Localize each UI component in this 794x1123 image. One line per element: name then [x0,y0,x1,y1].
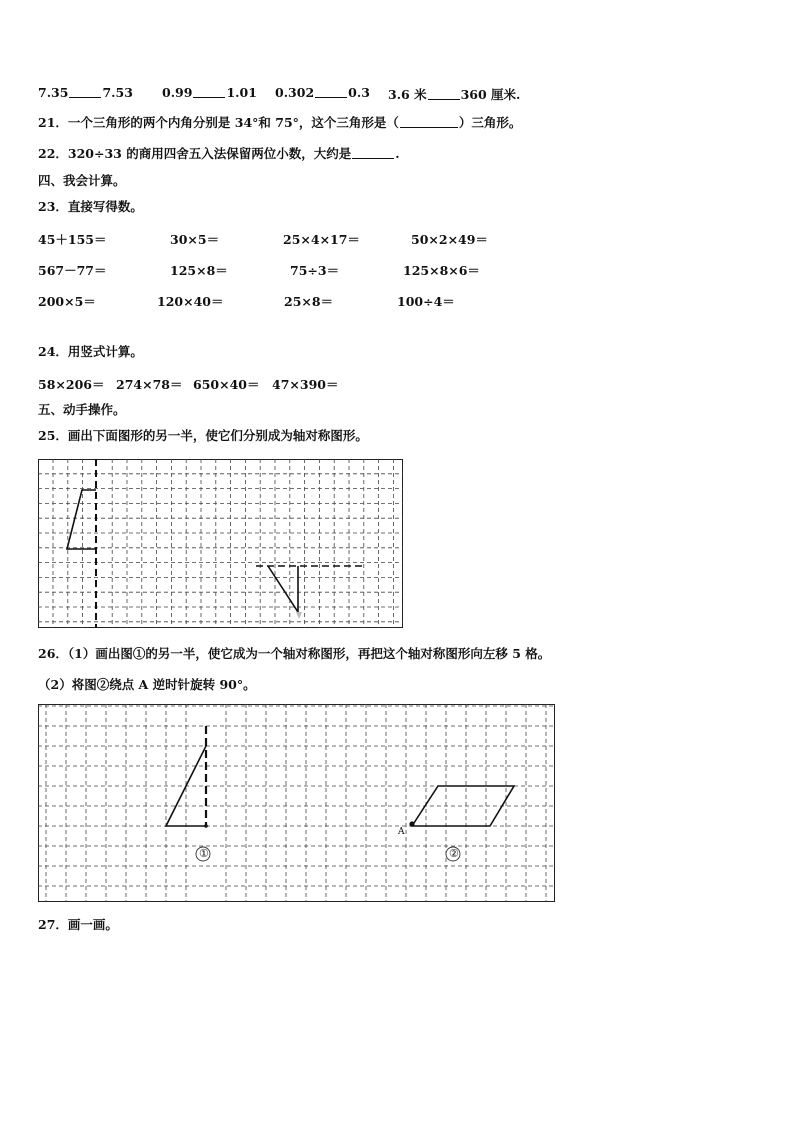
answer-blank[interactable] [315,97,347,98]
calc-item[interactable]: 75÷3＝ [290,263,340,278]
calc-item[interactable]: 25×4×17＝ [283,232,360,247]
answer-blank[interactable] [400,127,458,128]
question-22: 22．320÷33 的商用四舍五入法保留两位小数，大约是 . [38,146,400,161]
section-5-heading: 五、动手操作。 [38,402,126,417]
calc-item[interactable]: 30×5＝ [170,232,220,247]
question-26-part-2: （2）将图②绕点 A 逆时针旋转 90°。 [38,677,256,692]
point-a-label: A [398,827,405,837]
q25-drawing-grid[interactable] [38,459,403,628]
question-26-part-1: 26．（1）画出图①的另一半，使它成为一个轴对称图形，再把这个轴对称图形向左移 5 格。 [38,646,551,661]
grid-lines [38,459,403,628]
question-24-title: 24．用竖式计算。 [38,344,143,359]
calc-item[interactable]: 25×8＝ [284,294,334,309]
calc-item[interactable]: 567－77＝ [38,263,107,278]
answer-blank[interactable] [69,97,101,98]
calc-item[interactable]: 120×40＝ [157,294,224,309]
calc-item[interactable]: 100÷4＝ [397,294,455,309]
calc-item[interactable]: 58×206＝ [38,377,105,392]
figure-1-label: ① [199,847,209,860]
question-27-title: 27．画一画。 [38,917,118,932]
question-23-title: 23．直接写得数。 [38,199,143,214]
question-25-title: 25．画出下面图形的另一半，使它们分别成为轴对称图形。 [38,428,368,443]
answer-blank[interactable] [428,99,460,100]
compare-item-2: 0.99 1.01 [162,85,257,100]
vertex-dot [204,824,208,828]
half-trapezoid-shape [67,490,96,549]
parallelogram-figure-2 [412,786,514,826]
grid-lines [38,704,555,902]
answer-blank[interactable] [352,158,394,159]
q26-drawing-grid[interactable] [38,704,555,902]
calc-item[interactable]: 47×390＝ [272,377,339,392]
calc-item[interactable]: 650×40＝ [193,377,260,392]
calc-item[interactable]: 200×5＝ [38,294,96,309]
compare-item-1: 7.35 7.53 [38,85,133,100]
calc-item[interactable]: 50×2×49＝ [411,232,488,247]
calc-item[interactable]: 125×8＝ [170,263,228,278]
point-a-dot [409,821,414,826]
figure-2-label: ② [449,847,459,860]
section-4-heading: 四、我会计算。 [38,173,126,188]
compare-item-4: 3.6 米 360 厘米. [388,87,521,102]
calc-item[interactable]: 125×8×6＝ [403,263,480,278]
calc-item[interactable]: 45＋155＝ [38,232,107,247]
calc-item[interactable]: 274×78＝ [116,377,183,392]
answer-blank[interactable] [193,97,225,98]
question-21: 21．一个三角形的两个内角分别是 34°和 75°，这个三角形是（ ）三角形。 [38,115,522,130]
half-triangle-shape [268,566,298,612]
compare-item-3: 0.302 0.3 [275,85,370,100]
marker-icon [296,612,302,619]
